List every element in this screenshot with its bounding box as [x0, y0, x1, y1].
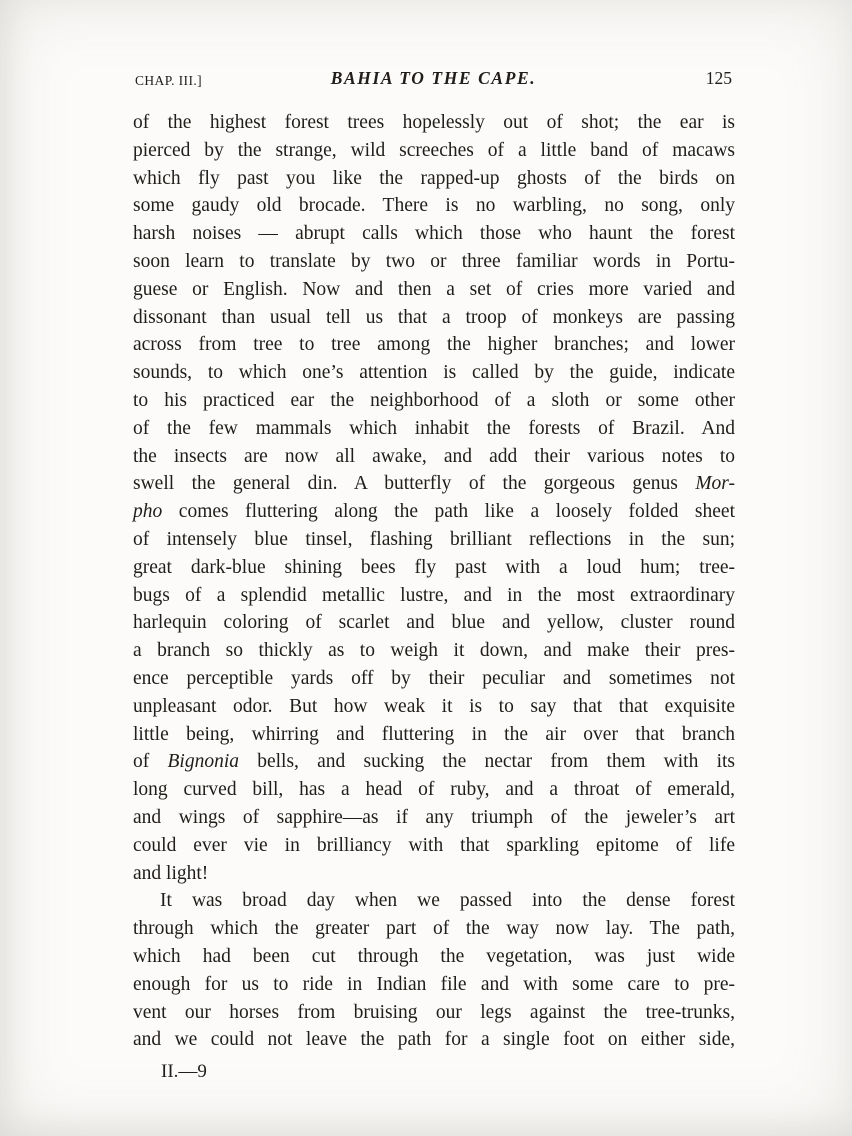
text-line: and wings of sapphire—as if any triumph of the jeweler’s art: [133, 806, 735, 828]
text-line: vent our horses from bruising our legs against the tree-trunks,: [133, 1001, 735, 1023]
text-line: harsh noises — abrupt calls which those who haunt the forest: [133, 223, 735, 245]
page-number: 125: [705, 68, 732, 88]
page-header: [135, 68, 732, 94]
text-line: unpleasant odor. But how weak it is to say that that exquisite: [133, 695, 735, 717]
text-line: and we could not leave the path for a single foot on either side,: [133, 1029, 735, 1051]
running-title: BAHIA TO THE CAPE.: [330, 68, 537, 88]
text-line: could ever vie in brilliancy with that sparkling epitome of life: [133, 834, 735, 856]
text-line: long curved bill, has a head of ruby, and a throat of emerald,: [133, 779, 735, 801]
text-line: which had been cut through the vegetation, was just wide: [133, 945, 735, 967]
paragraph: [133, 109, 735, 887]
text-line: harlequin coloring of scarlet and blue and yellow, cluster round: [133, 612, 735, 634]
text-line: and light!: [133, 862, 209, 884]
text-line: pierced by the strange, wild screeches of a little band of macaws: [133, 139, 735, 161]
paragraph: [133, 887, 735, 1054]
page-body: [133, 109, 735, 1054]
text-line: through which the greater part of the way now lay. The path,: [133, 918, 735, 940]
text-line: dissonant than usual tell us that a troop of monkeys are passing: [133, 306, 735, 328]
text-line: great dark-blue shining bees fly past with a loud hum; tree-: [133, 556, 735, 578]
text-line: soon learn to translate by two or three familiar words in Portu-: [133, 250, 735, 272]
text-line: swell the general din. A butterfly of the gorgeous genus Mor-: [133, 473, 735, 495]
text-line: across from tree to tree among the higher branches; and lower: [133, 334, 735, 356]
text-line: of the highest forest trees hopelessly out of shot; the ear is: [133, 112, 735, 133]
chapter-label: CHAP. III.]: [135, 73, 203, 88]
text-line: sounds, to which one’s attention is called by the guide, indicate: [133, 362, 735, 384]
text-line: enough for us to ride in Indian file and with some care to pre-: [133, 973, 735, 995]
text-line: of Bignonia bells, and sucking the nectar from them with its: [133, 751, 735, 773]
text-line: pho comes fluttering along the path like a loosely folded sheet: [133, 501, 735, 523]
text-line: bugs of a splendid metallic lustre, and in the most extraordinary: [133, 584, 735, 606]
text-line: which fly past you like the rapped-up ghosts of the birds on: [133, 167, 735, 189]
text-line: a branch so thickly as to weigh it down, and make their pres-: [133, 640, 735, 662]
text-line: some gaudy old brocade. There is no warbling, no song, only: [133, 195, 735, 217]
text-line: the insects are now all awake, and add their various notes to: [133, 445, 735, 467]
text-line: to his practiced ear the neighborhood of a sloth or some other: [133, 389, 735, 411]
text-line: ence perceptible yards off by their peculiar and sometimes not: [133, 667, 735, 689]
text-line: guese or English. Now and then a set of cries more varied and: [133, 278, 735, 300]
text-line: of the few mammals which inhabit the forests of Brazil. And: [133, 417, 735, 439]
footer-signature: II.—9: [161, 1061, 207, 1082]
text-line: of intensely blue tinsel, flashing brilliant reflections in the sun;: [133, 528, 735, 550]
text-line: It was broad day when we passed into the dense forest: [160, 890, 735, 912]
text-line: little being, whirring and fluttering in the air over that branch: [133, 723, 735, 745]
